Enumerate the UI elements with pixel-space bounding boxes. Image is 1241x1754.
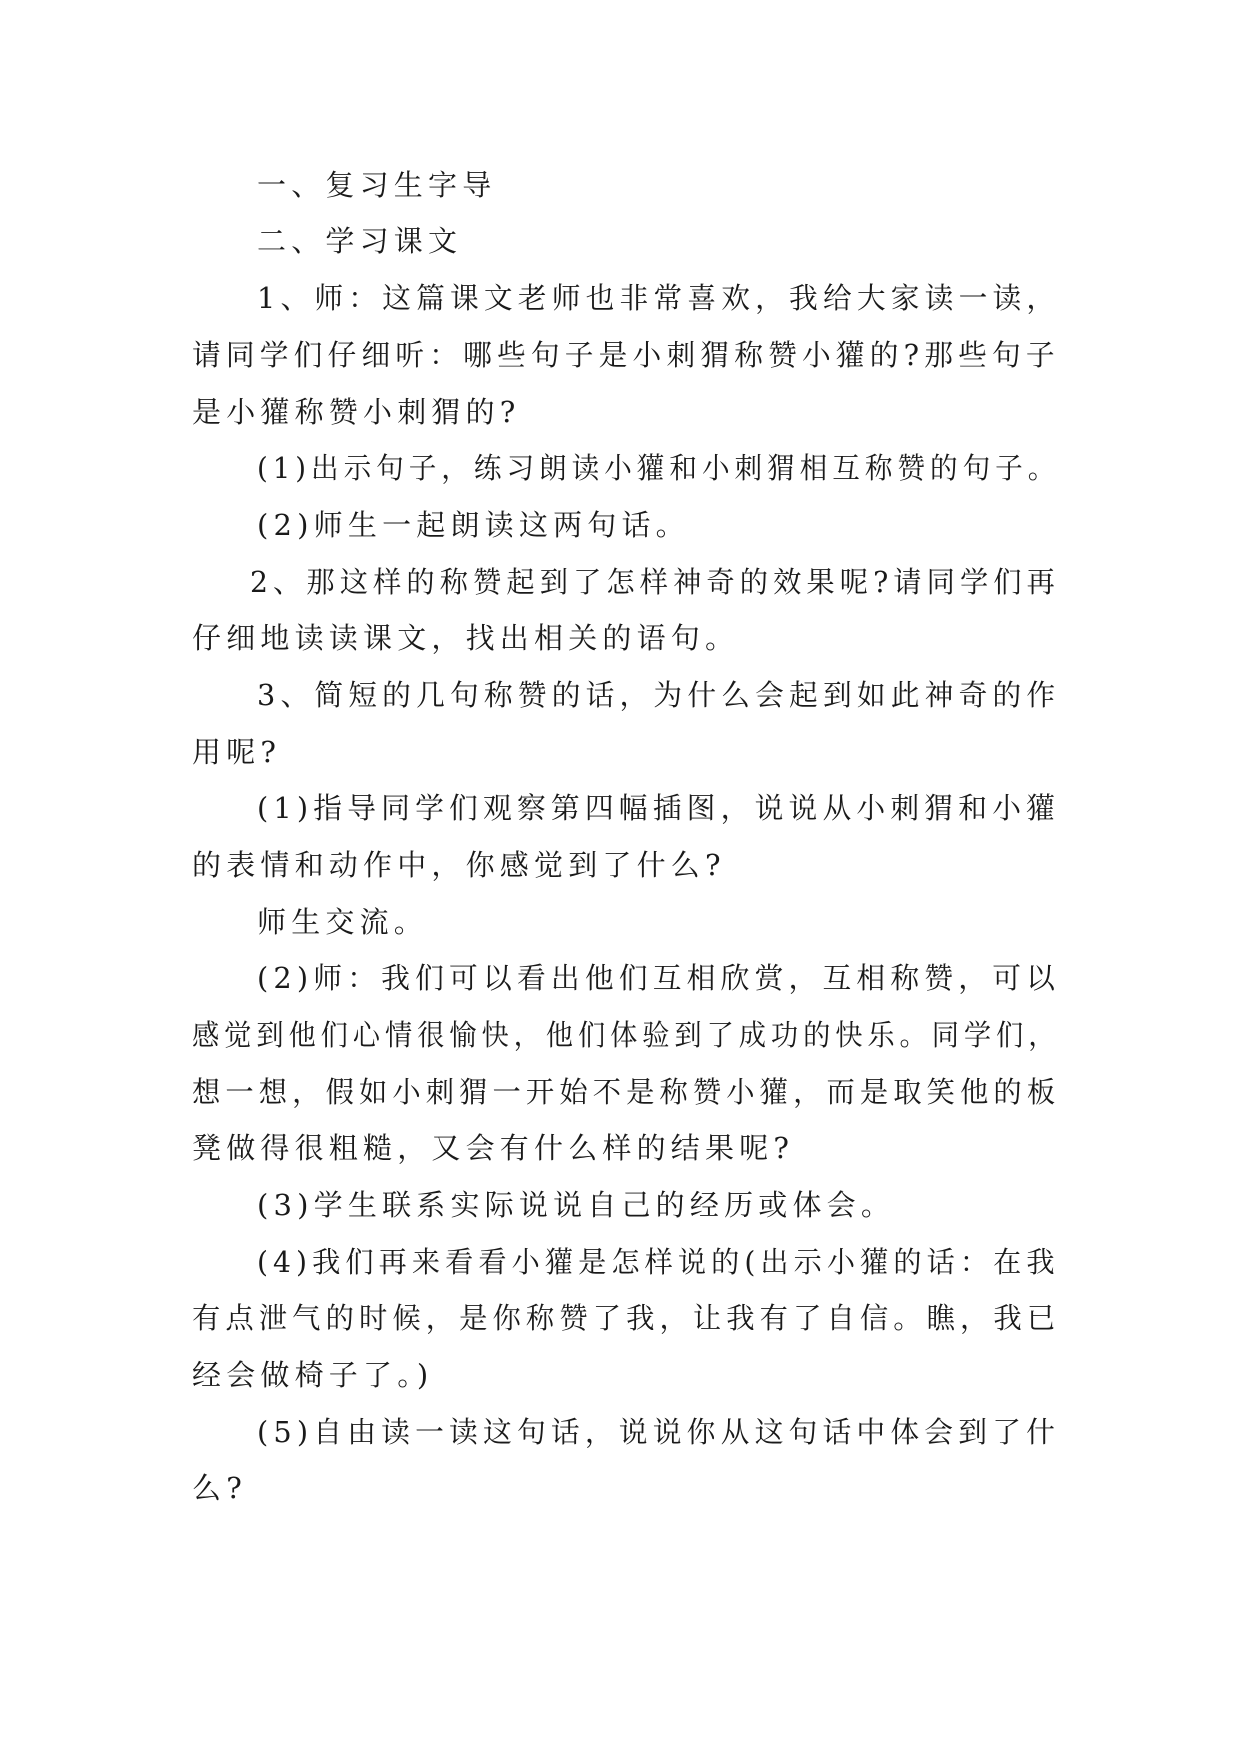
paragraph-line: 想一想，假如小刺猬一开始不是称赞小獾，而是取笑他的板 bbox=[192, 1075, 1061, 1109]
paragraph-line: (5)自由读一读这句话，说说你从这句话中体会到了什 bbox=[257, 1415, 1061, 1449]
paragraph-line: (4)我们再来看看小獾是怎样说的(出示小獾的话：在我 bbox=[257, 1245, 1060, 1279]
paragraph-line: 凳做得很粗糙，又会有什么样的结果呢? bbox=[192, 1131, 795, 1165]
paragraph-line: 是小獾称赞小刺猬的? bbox=[192, 395, 521, 429]
paragraph-line: 2、那这样的称赞起到了怎样神奇的效果呢?请同学们再 bbox=[250, 565, 1060, 599]
paragraph-line: (2)师生一起朗读这两句话。 bbox=[257, 508, 690, 542]
paragraph-line: 有点泄气的时候，是你称赞了我，让我有了自信。瞧，我已 bbox=[192, 1301, 1061, 1335]
paragraph-line: 仔细地读读课文，找出相关的语句。 bbox=[192, 621, 740, 655]
paragraph-line: 师生交流。 bbox=[257, 905, 429, 939]
paragraph-line: (3)学生联系实际说说自己的经历或体会。 bbox=[257, 1188, 896, 1222]
paragraph-line: 感觉到他们心情很愉快，他们体验到了成功的快乐。同学们， bbox=[192, 1018, 1061, 1052]
heading-review: 一、复习生字导 bbox=[257, 168, 497, 202]
heading-study: 二、学习课文 bbox=[257, 224, 463, 258]
paragraph-line: 经会做椅子了。) bbox=[192, 1358, 434, 1392]
paragraph-line: 用呢? bbox=[192, 735, 282, 769]
paragraph-line: 1、师：这篇课文老师也非常喜欢，我给大家读一读， bbox=[257, 281, 1061, 315]
paragraph-line: 么? bbox=[192, 1471, 247, 1505]
paragraph-line: (2)师：我们可以看出他们互相欣赏，互相称赞，可以 bbox=[257, 961, 1061, 995]
paragraph-line: 的表情和动作中，你感觉到了什么? bbox=[192, 848, 726, 882]
paragraph-line: (1)出示句子，练习朗读小獾和小刺猬相互称赞的句子。 bbox=[257, 451, 1061, 485]
paragraph-line: (1)指导同学们观察第四幅插图，说说从小刺猬和小獾 bbox=[257, 791, 1061, 825]
paragraph-line: 请同学们仔细听：哪些句子是小刺猬称赞小獾的?那些句子 bbox=[192, 338, 1060, 372]
paragraph-line: 3、简短的几句称赞的话，为什么会起到如此神奇的作 bbox=[257, 678, 1061, 712]
